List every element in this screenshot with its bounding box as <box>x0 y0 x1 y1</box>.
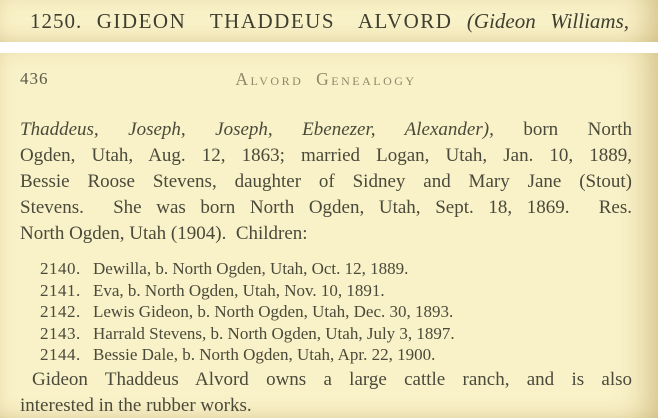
text-line <box>20 195 632 221</box>
child-row <box>40 280 632 302</box>
entry-headline <box>30 7 629 35</box>
roman-text-segment: Bessie Roose Stevens, daughter of Sidney and Mary Jane (Stout) <box>20 171 632 192</box>
roman-text-segment: born North <box>493 119 632 140</box>
headline-strip <box>0 0 658 42</box>
child-row <box>40 344 632 366</box>
closing-paragraph <box>20 367 632 418</box>
text-line <box>20 117 632 143</box>
child-number: 2142. <box>40 302 81 321</box>
text-line <box>20 221 632 247</box>
child-row <box>40 258 632 280</box>
running-title: Alvord Genealogy <box>235 69 417 89</box>
children-list <box>20 258 632 366</box>
child-number: 2143. <box>40 323 81 343</box>
text-line <box>20 367 632 393</box>
roman-text-segment: Stevens. She was born North Ogden, Utah, Sept. 18, 1869. Res. <box>20 197 632 218</box>
page-number: 436 <box>20 69 49 88</box>
child-text: Lewis Gideon, b. North Ogden, Utah, Dec. 30, 1893. <box>93 302 454 321</box>
entry-number: 1250. <box>30 9 83 33</box>
entry-lineage: (Gideon Williams, <box>466 9 629 33</box>
child-number: 2144. <box>40 345 81 364</box>
child-number: 2141. <box>40 280 81 300</box>
child-number: 2140. <box>40 259 81 278</box>
page-body <box>0 53 658 418</box>
child-text: Eva, b. North Ogden, Utah, Nov. 10, 1891. <box>93 280 385 300</box>
child-row <box>40 323 632 345</box>
text-segment: Gideon Thaddeus Alvord owns a large cattle ranch, and is also <box>32 368 632 390</box>
text-line <box>20 393 632 418</box>
entry-name: GIDEON THADDEUS ALVORD <box>96 9 453 33</box>
italic-lineage-segment: Thaddeus, Joseph, Joseph, Ebenezer, Alexander), <box>20 119 494 140</box>
text-line <box>20 169 632 195</box>
child-text: Bessie Dale, b. North Ogden, Utah, Apr. 22, 1900. <box>93 345 436 364</box>
white-divider <box>0 42 658 53</box>
roman-text-segment: Ogden, Utah, Aug. 12, 1863; married Logan, Utah, Jan. 10, 1889, <box>20 145 632 166</box>
text-segment: interested in the rubber works. <box>20 394 252 416</box>
intro-paragraph <box>20 117 632 247</box>
child-text: Dewilla, b. North Ogden, Utah, Oct. 12, 1889. <box>93 259 409 278</box>
page-header <box>20 67 632 87</box>
child-text: Harrald Stevens, b. North Ogden, Utah, July 3, 1897. <box>93 323 455 343</box>
text-line <box>20 143 632 169</box>
roman-text-segment: North Ogden, Utah (1904). Children: <box>20 223 308 244</box>
child-row <box>40 301 632 323</box>
